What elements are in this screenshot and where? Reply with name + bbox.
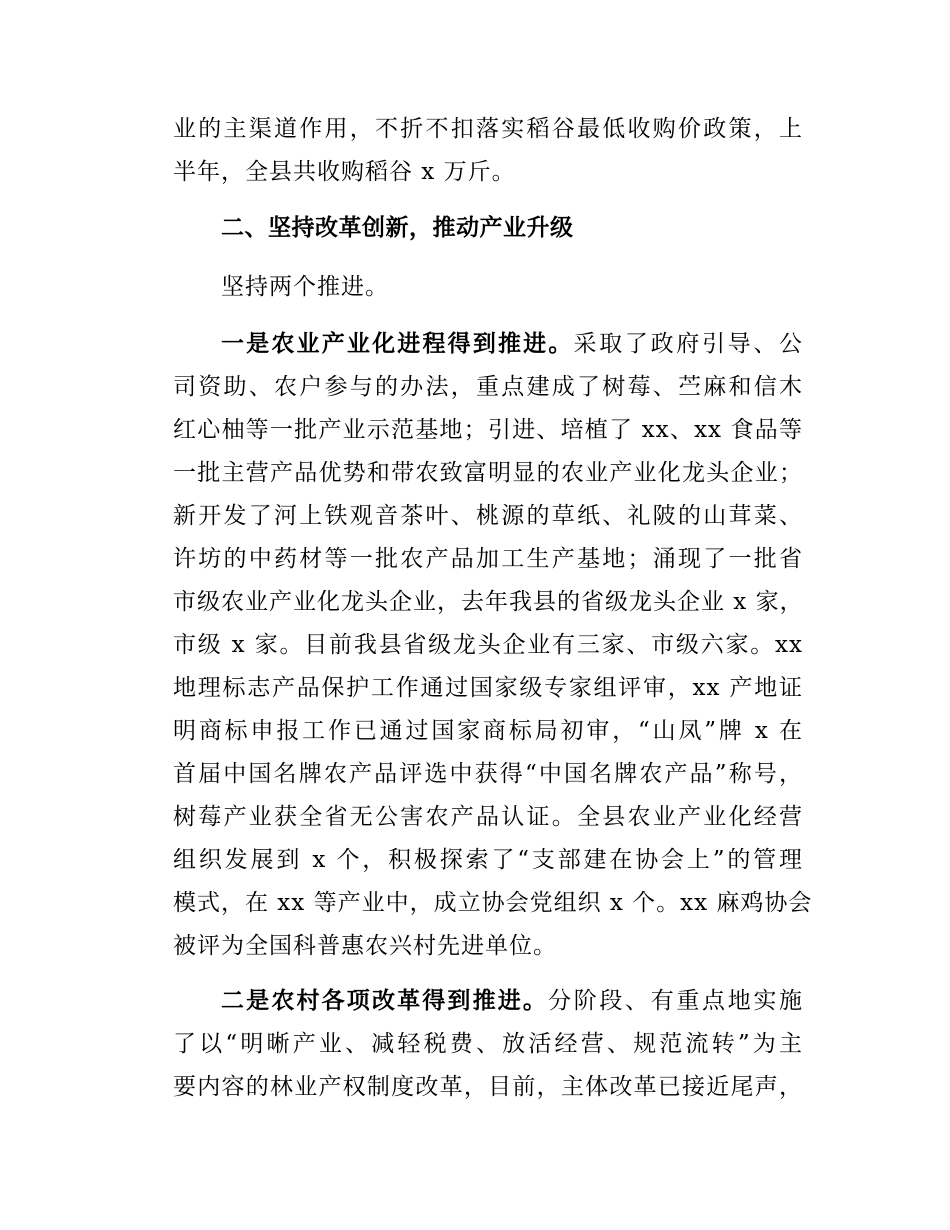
paragraph-first-line-rest: 分阶段、有重点地实施: [548, 988, 804, 1014]
paragraph-line: 了以“明晰产业、减轻税费、放活经营、规范流转”为主: [173, 1031, 803, 1057]
paragraph-line: 司资助、农户参与的办法，重点建成了树莓、苎麻和信木: [173, 374, 803, 400]
paragraph-line: 市级 x 家。目前我县省级龙头企业有三家、市级六家。xx: [173, 632, 803, 658]
paragraph-line: 许坊的中药材等一批农产品加工生产基地；涌现了一批省: [173, 546, 803, 572]
paragraph-lead: 一是农业产业化进程得到推进。: [221, 331, 574, 357]
paragraph-line: 明商标申报工作已通过国家商标局初审，“山凤”牌 x 在: [173, 718, 803, 744]
paragraph-first-line: [221, 980, 803, 1022]
paragraph-line: 市级农业产业化龙头企业，去年我县的省级龙头企业 x 家，: [173, 589, 804, 615]
paragraph-line: 首届中国名牌农产品评选中获得“中国名牌农产品”称号，: [173, 761, 803, 787]
paragraph-line: 业的主渠道作用，不折不扣落实稻谷最低收购价政策，上: [173, 116, 803, 142]
paragraph-line: 要内容的林业产权制度改革，目前，主体改革已接近尾声，: [173, 1074, 803, 1100]
paragraph-line: 组织发展到 x 个，积极探索了“支部建在协会上”的管理: [173, 847, 803, 873]
paragraph-line: 新开发了河上铁观音茶叶、桃源的草纸、礼陂的山茸菜、: [173, 503, 803, 529]
paragraph-line: 一批主营产品优势和带农致富明显的农业产业化龙头企业；: [173, 460, 803, 486]
paragraph-line: 红心柚等一批产业示范基地；引进、培植了 xx、xx 食品等: [173, 417, 803, 443]
paragraph-first-line-rest: 采取了政府引导、公: [573, 331, 804, 357]
section-heading: 二、坚持改革创新，推动产业升级: [221, 215, 574, 241]
paragraph-line: 半年，全县共收购稻谷 x 万斤。: [173, 159, 516, 185]
paragraph-lead: 二是农村各项改革得到推进。: [221, 988, 549, 1014]
paragraph-line: 模式，在 xx 等产业中，成立协会党组织 x 个。xx 麻鸡协会: [173, 890, 813, 916]
paragraph-line: 被评为全国科普惠农兴村先进单位。: [173, 933, 557, 959]
intro-line: 坚持两个推进。: [221, 274, 389, 300]
paragraph-first-line: [221, 323, 803, 365]
paragraph-line: 树莓产业获全省无公害农产品认证。全县农业产业化经营: [173, 804, 803, 830]
paragraph-line: 地理标志产品保护工作通过国家级专家组评审，xx 产地证: [173, 675, 803, 701]
